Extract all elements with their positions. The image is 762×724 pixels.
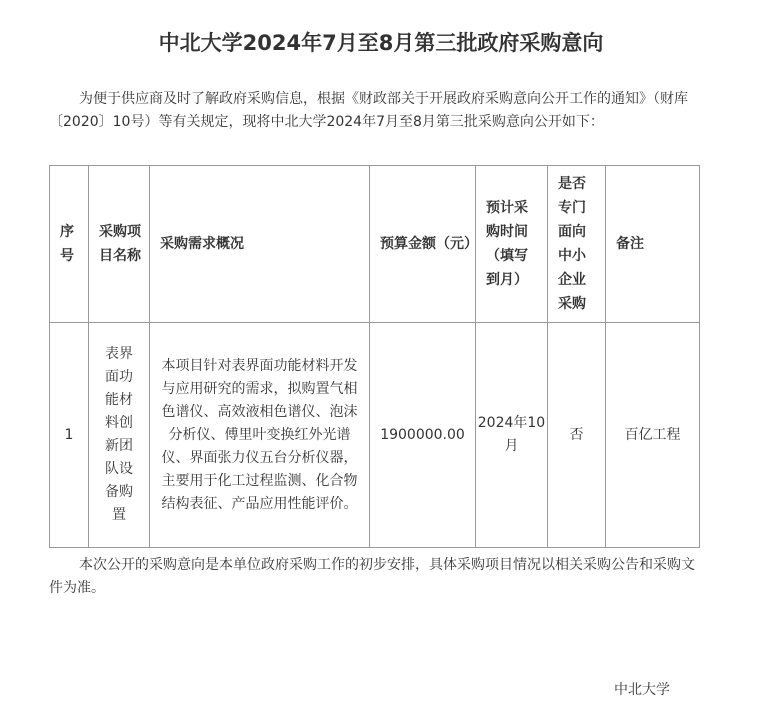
cell-description: 本项目针对表界面功能材料开发与应用研究的需求，拟购置气相色谱仪、高效液相色谱仪、泡沫分析仪、傅里叶变换红外光谱仪、界面张力仪五台分析仪器，主要用于化工过程监测、化合物结构表征、产品应用性能评价。 xyxy=(150,323,370,548)
procurement-table xyxy=(49,165,700,548)
table-row xyxy=(50,323,700,548)
intro-paragraph: 为便于供应商及时了解政府采购信息，根据《财政部关于开展政府采购意向公开工作的通知》（财库〔2020〕10号）等有关规定，现将中北大学2024年7月至8月第三批采购意向公开如下： xyxy=(49,91,688,130)
header-description: 采购需求概况 xyxy=(150,166,370,323)
cell-note: 百亿工程 xyxy=(606,323,700,548)
page-title: 中北大学2024年7月至8月第三批政府采购意向 xyxy=(158,31,604,55)
cell-purchase-time: 2024年10月 xyxy=(476,323,548,548)
header-purchase-time: 预计采购时间（填写到月） xyxy=(476,166,548,323)
closing-paragraph: 本次公开的采购意向是本单位政府采购工作的初步安排，具体采购项目情况以相关采购公告和采购文件为准。 xyxy=(49,557,695,596)
cell-seq: 1 xyxy=(50,323,89,548)
header-note: 备注 xyxy=(606,166,700,323)
header-seq: 序号 xyxy=(50,166,89,323)
table-header-row xyxy=(50,166,700,323)
cell-budget: 1900000.00 xyxy=(370,323,476,548)
cell-project-name: 表界面功能材料创新团队设备购置 xyxy=(89,323,150,548)
signature: 中北大学 xyxy=(614,682,670,698)
header-sme: 是否专门面向中小企业采购 xyxy=(548,166,606,323)
cell-sme: 否 xyxy=(548,323,606,548)
header-budget: 预算金额（元） xyxy=(370,166,476,323)
header-project-name: 采购项目名称 xyxy=(89,166,150,323)
